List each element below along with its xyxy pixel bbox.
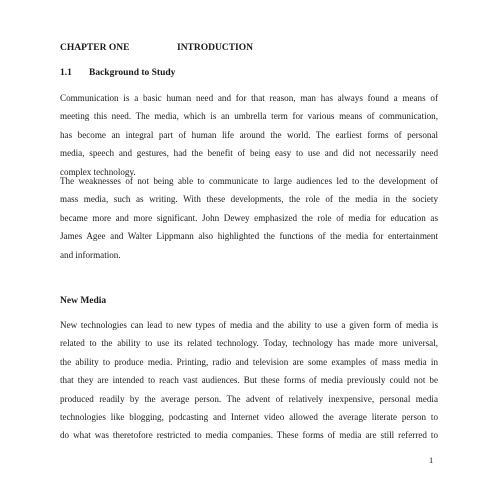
paragraph-new-media xyxy=(60,316,438,445)
subsection-title: New Media xyxy=(60,296,107,306)
paragraph-line: meeting this need. The media, which is an umbrella term for various means of communication, xyxy=(60,111,438,122)
section-title: Background to Study xyxy=(89,68,176,78)
paragraph-line: mass media, such as writing. With these developments, the role of the media in the society xyxy=(60,194,438,205)
paragraph-line: became more and more significant. John Dewey emphasized the role of media for education as xyxy=(60,212,438,223)
paragraph-line: Communication is a basic human need and for that reason, man has always found a means of xyxy=(60,93,438,103)
chapter-label: CHAPTER ONE xyxy=(60,43,130,53)
page-number: 1 xyxy=(429,455,434,465)
paragraph-line: New technologies can lead to new types of media and the ability to use a given form of media is xyxy=(60,320,438,330)
paragraph-communication xyxy=(60,89,438,181)
section-number: 1.1 xyxy=(60,68,72,78)
paragraph-line: media, speech and gestures, had the benefit of being easy to use and did not necessarily need xyxy=(60,148,438,159)
paragraph-line: complex technology. xyxy=(60,166,136,177)
paragraph-line: do what was theretofore restricted to media companies. These forms of media are still referred to xyxy=(60,430,438,441)
paragraph-line: produced readily by the average person. The advent of relatively inexpensive, personal media xyxy=(60,393,438,404)
paragraph-line: The weaknesses of not being able to communicate to large audiences led to the development of xyxy=(60,176,438,186)
paragraph-line: technologies like blogging, podcasting and Internet video allowed the average literate person to xyxy=(60,411,438,422)
paragraph-line: James Agee and Walter Lippmann also highlighted the functions of the media for entertainment xyxy=(60,231,438,242)
chapter-title: INTRODUCTION xyxy=(177,43,254,53)
paragraph-line: and information. xyxy=(60,249,121,260)
paragraph-line: has become an integral part of human life around the world. The earliest forms of personal xyxy=(60,129,438,140)
paragraph-line: related to the ability to use its related technology. Today, technology has made more universal, xyxy=(60,338,438,349)
paragraph-weaknesses xyxy=(60,172,438,264)
paragraph-line: the ability to produce media. Printing, radio and television are some examples of mass media in xyxy=(60,356,438,367)
paragraph-line: that they are intended to reach vast audiences. But these forms of media previously could not be xyxy=(60,375,438,386)
